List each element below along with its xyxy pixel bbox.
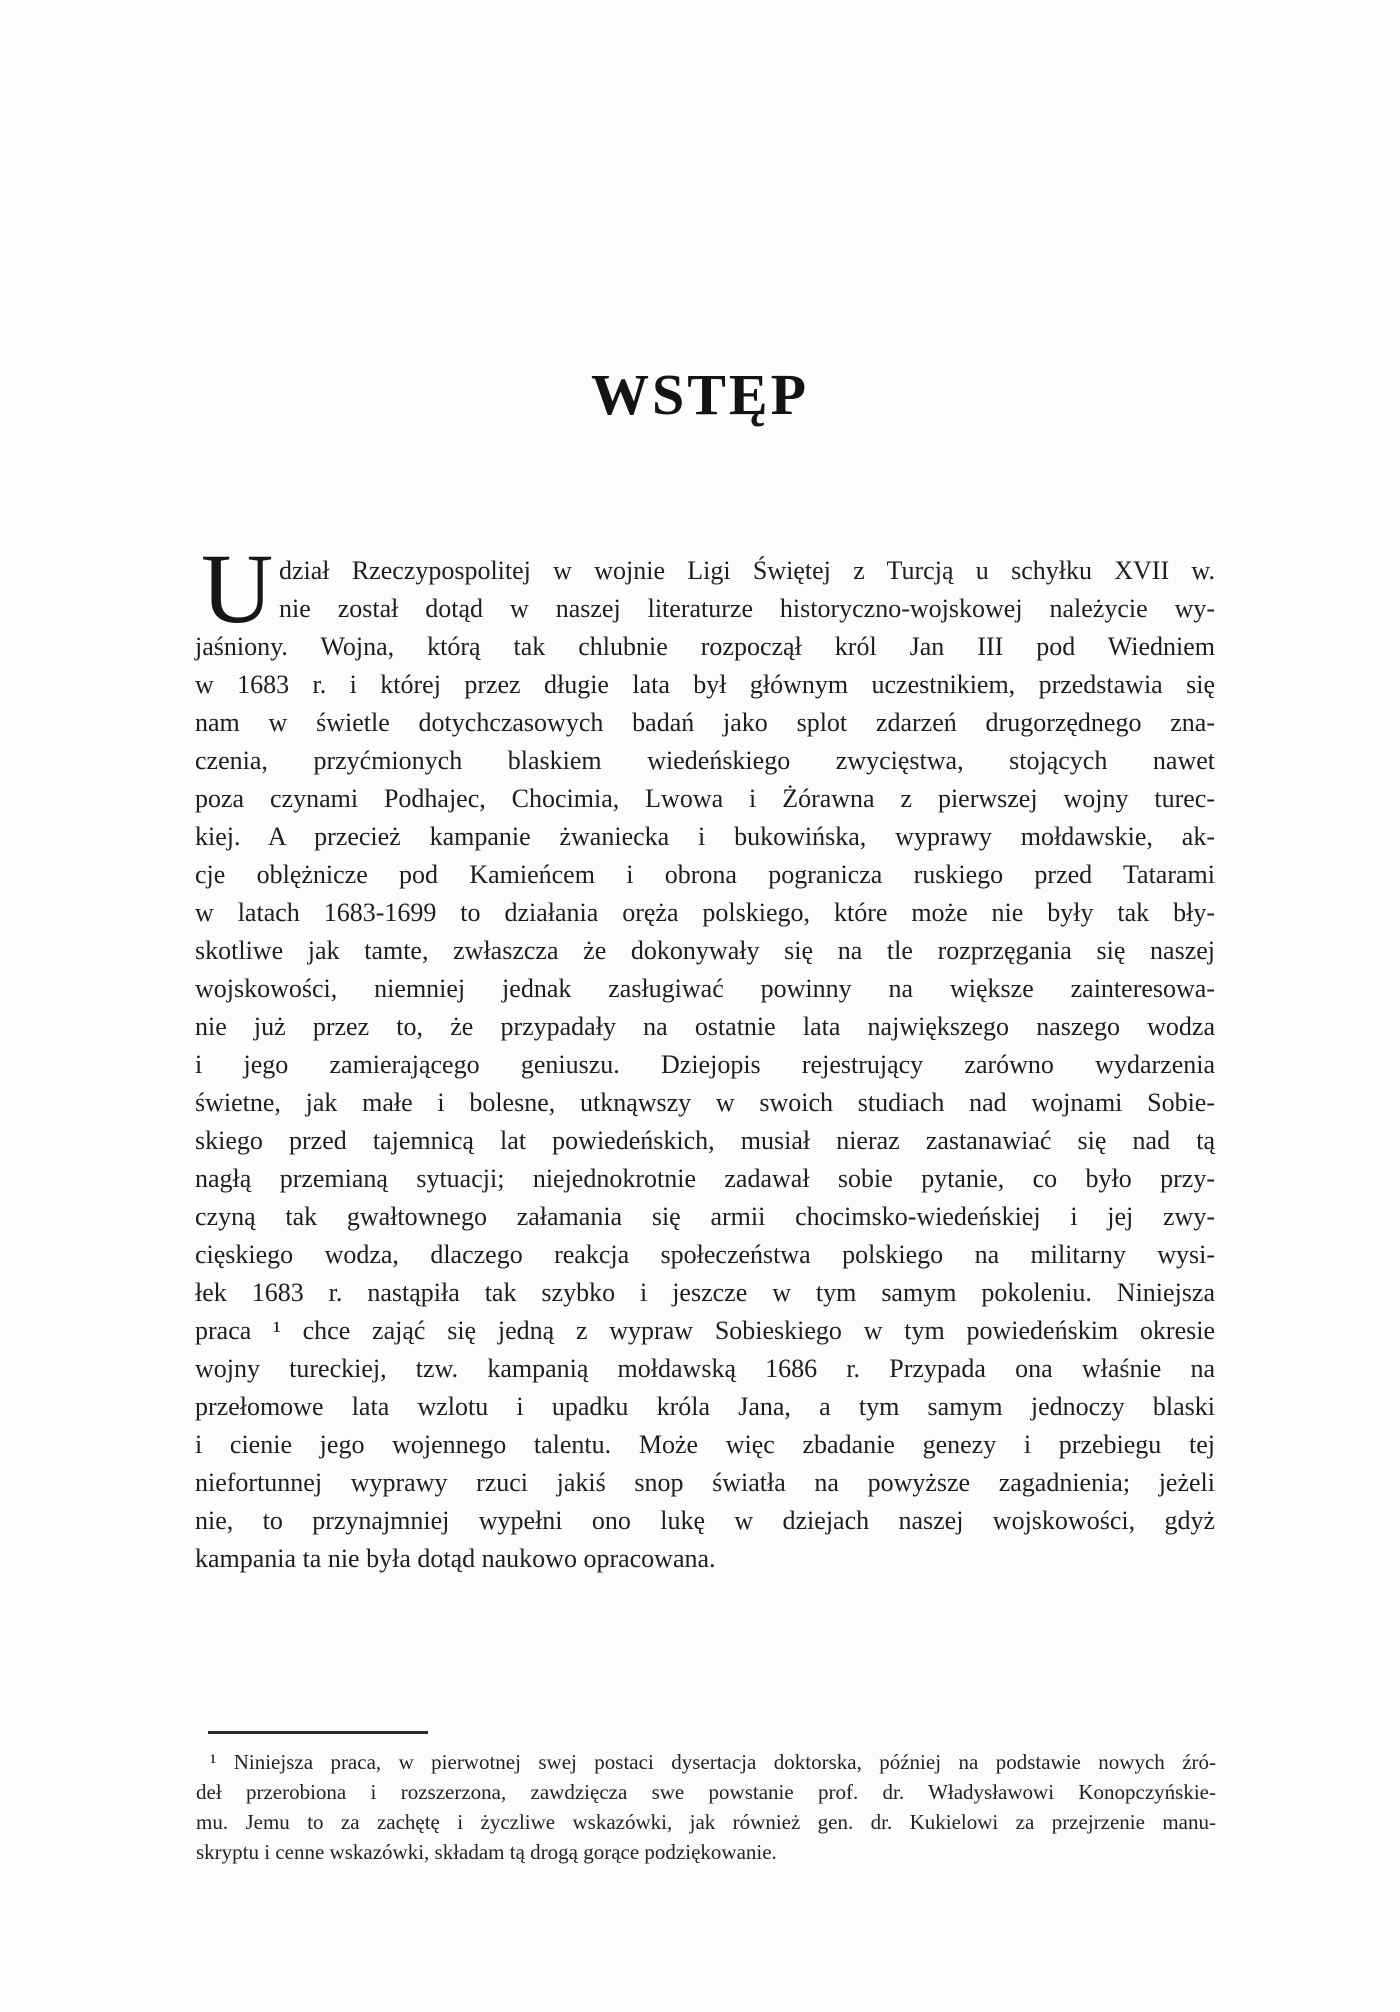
body-text-line: kiej. A przecież kampanie żwaniecka i bukowińska, wyprawy mołdawskie, ak- bbox=[195, 822, 1215, 851]
footnote bbox=[196, 1747, 1216, 1867]
body-text-line: wojny tureckiej, tzw. kampanią mołdawską 1686 r. Przypada ona właśnie na bbox=[195, 1354, 1215, 1383]
body-text-line: jaśniony. Wojna, którą tak chlubnie rozpoczął król Jan III pod Wiedniem bbox=[195, 632, 1215, 661]
footnote-line: mu. Jemu to za zachętę i życzliwe wskazówki, jak również gen. dr. Kukielowi za przejrzenie manu- bbox=[196, 1810, 1216, 1834]
chapter-title: WSTĘP bbox=[590, 362, 810, 427]
body-text-line: wojskowości, niemniej jednak zasługiwać powinny na większe zainteresowa- bbox=[195, 974, 1215, 1003]
body-text-line: dział Rzeczypospolitej w wojnie Ligi Świętej z Turcją u schyłku XVII w. bbox=[279, 556, 1215, 585]
footnote-line: deł przerobiona i rozszerzona, zawdzięcza swe powstanie prof. dr. Władysławowi Konopczyńskie- bbox=[196, 1780, 1216, 1804]
body-text-line: skiego przed tajemnicą lat powiedeńskich, musiał nieraz zastanawiać się nad tą bbox=[195, 1126, 1215, 1155]
drop-cap: U bbox=[201, 533, 274, 644]
body-text-line: skotliwe jak tamte, zwłaszcza że dokonywały się na tle rozprzęgania się naszej bbox=[195, 936, 1215, 965]
body-text-line: nie już przez to, że przypadały na ostatnie lata największego naszego wodza bbox=[195, 1012, 1215, 1041]
body-text-line: w latach 1683-1699 to działania oręża polskiego, które może nie były tak bły- bbox=[195, 898, 1215, 927]
body-text-line: świetne, jak małe i bolesne, utknąwszy w swoich studiach nad wojnami Sobie- bbox=[195, 1088, 1215, 1117]
body-text-lines bbox=[195, 533, 1215, 1578]
body-text-line: i jego zamierającego geniuszu. Dziejopis rejestrujący zarówno wydarzenia bbox=[195, 1050, 1215, 1079]
body-text-line: czyną tak gwałtownego załamania się armii chocimsko-wiedeńskiej i jej zwy- bbox=[195, 1202, 1215, 1231]
footnote-line: skryptu i cenne wskazówki, składam tą drogą gorące podziękowanie. bbox=[196, 1840, 777, 1864]
footnote-line: ¹ Niniejsza praca, w pierwotnej swej postaci dysertacja doktorska, później na podstawie nowych źró- bbox=[210, 1750, 1216, 1774]
body-text-line: nie został dotąd w naszej literaturze historyczno-wojskowej należycie wy- bbox=[279, 594, 1215, 623]
body-text-line: czenia, przyćmionych blaskiem wiedeńskiego zwycięstwa, stojących nawet bbox=[195, 746, 1215, 775]
body-text-line: cje oblężnicze pod Kamieńcem i obrona pogranicza ruskiego przed Tatarami bbox=[195, 860, 1215, 889]
footnote-separator-rule bbox=[208, 1731, 428, 1734]
body-text-line: nagłą przemianą sytuacji; niejednokrotnie zadawał sobie pytanie, co było przy- bbox=[195, 1164, 1215, 1193]
body-text-line: przełomowe lata wzlotu i upadku króla Jana, a tym samym jednoczy blaski bbox=[195, 1392, 1215, 1421]
body-text-line: kampania ta nie była dotąd naukowo opracowana. bbox=[195, 1544, 716, 1573]
body-text-line: nie, to przynajmniej wypełni ono lukę w dziejach naszej wojskowości, gdyż bbox=[195, 1506, 1215, 1535]
body-text-line: w 1683 r. i której przez długie lata był głównym uczestnikiem, przedstawia się bbox=[195, 670, 1215, 699]
body-text-line: poza czynami Podhajec, Chocimia, Lwowa i Żórawna z pierwszej wojny turec- bbox=[195, 784, 1215, 813]
body-paragraph bbox=[195, 533, 1215, 1578]
body-text-line: niefortunnej wyprawy rzuci jakiś snop światła na powyższe zagadnienia; jeżeli bbox=[195, 1468, 1215, 1497]
body-text-line: łek 1683 r. nastąpiła tak szybko i jeszcze w tym samym pokoleniu. Niniejsza bbox=[195, 1278, 1215, 1307]
body-text-line: nam w świetle dotychczasowych badań jako splot zdarzeń drugorzędnego zna- bbox=[195, 708, 1215, 737]
body-text-line: i cienie jego wojennego talentu. Może więc zbadanie genezy i przebiegu tej bbox=[195, 1430, 1215, 1459]
body-text-line: praca ¹ chce zająć się jedną z wypraw Sobieskiego w tym powiedeńskim okresie bbox=[195, 1316, 1215, 1345]
body-text-line: cięskiego wodza, dlaczego reakcja społeczeństwa polskiego na militarny wysi- bbox=[195, 1240, 1215, 1269]
